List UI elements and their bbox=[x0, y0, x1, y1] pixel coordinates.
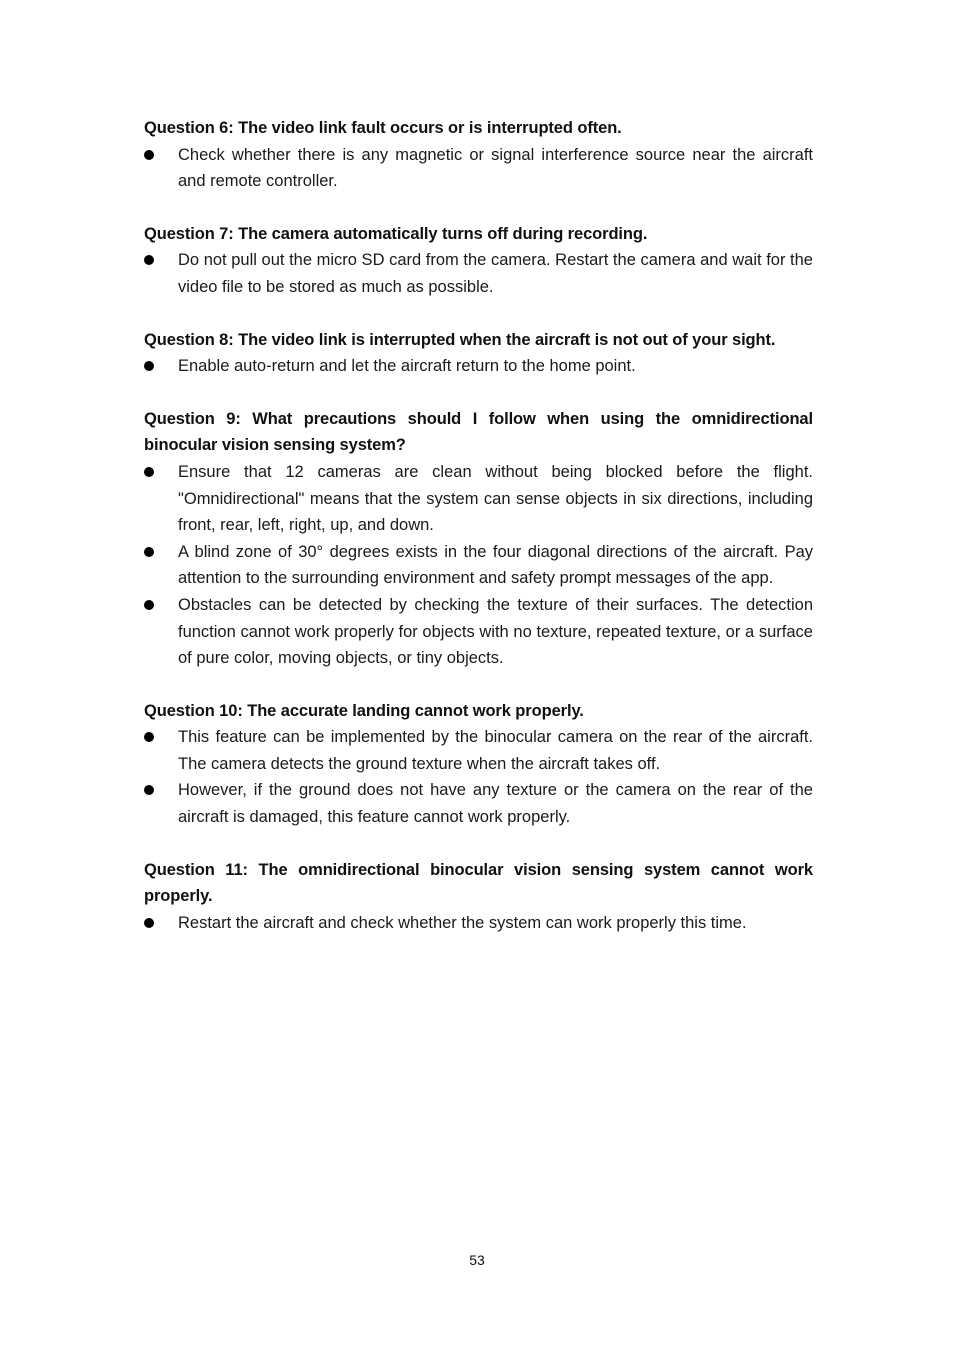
bullet-icon bbox=[144, 255, 154, 265]
answer-list bbox=[144, 353, 813, 380]
answer-text: Enable auto-return and let the aircraft return to the home point. bbox=[178, 357, 636, 376]
answer-item bbox=[144, 724, 813, 777]
document-body bbox=[144, 115, 813, 962]
answer-list bbox=[144, 459, 813, 672]
answer-text: Check whether there is any magnetic or signal interference source near the aircraft and remote controller. bbox=[178, 145, 813, 191]
answer-item bbox=[144, 910, 813, 937]
faq-question-7 bbox=[144, 221, 813, 301]
page-number: 53 bbox=[469, 1252, 485, 1268]
question-heading: Question 9: What precautions should I follow when using the omnidirectional binocular vision sensing system? bbox=[144, 409, 813, 455]
bullet-icon bbox=[144, 918, 154, 928]
answer-item bbox=[144, 353, 813, 380]
question-heading: Question 11: The omnidirectional binocular vision sensing system cannot work properly. bbox=[144, 860, 813, 906]
faq-question-11 bbox=[144, 857, 813, 937]
answer-list bbox=[144, 910, 813, 937]
answer-text: Restart the aircraft and check whether the system can work properly this time. bbox=[178, 913, 747, 932]
answer-item bbox=[144, 459, 813, 539]
faq-question-8 bbox=[144, 327, 813, 380]
answer-list bbox=[144, 247, 813, 300]
answer-text: A blind zone of 30° degrees exists in the four diagonal directions of the aircraft. Pay attention to the surrounding environment and safety prompt messages of the app. bbox=[178, 542, 813, 588]
answer-list bbox=[144, 142, 813, 195]
answer-text: Obstacles can be detected by checking the texture of their surfaces. The detection function cannot work properly for objects with no texture, repeated texture, or a surface of pure color, moving objects, or tiny objects. bbox=[178, 595, 813, 668]
answer-text: However, if the ground does not have any texture or the camera on the rear of the aircraft is damaged, this feature cannot work properly. bbox=[178, 781, 813, 827]
question-heading: Question 7: The camera automatically turns off during recording. bbox=[144, 224, 648, 243]
bullet-icon bbox=[144, 785, 154, 795]
bullet-icon bbox=[144, 150, 154, 160]
question-heading: Question 10: The accurate landing cannot work properly. bbox=[144, 701, 584, 720]
answer-text: Do not pull out the micro SD card from the camera. Restart the camera and wait for the video file to be stored as much as possible. bbox=[178, 251, 813, 296]
faq-question-9 bbox=[144, 406, 813, 672]
answer-item bbox=[144, 592, 813, 672]
bullet-icon bbox=[144, 732, 154, 742]
answer-text: Ensure that 12 cameras are clean without being blocked before the flight. "Omnidirectional" means that the system can sense objects in six directions, including front, rear, left, right, up, and down. bbox=[178, 462, 813, 535]
answer-item bbox=[144, 247, 813, 300]
question-heading: Question 8: The video link is interrupted when the aircraft is not out of your sight. bbox=[144, 330, 776, 349]
bullet-icon bbox=[144, 467, 154, 477]
faq-question-10 bbox=[144, 698, 813, 831]
answer-item bbox=[144, 539, 813, 592]
faq-question-6 bbox=[144, 115, 813, 195]
answer-item bbox=[144, 777, 813, 830]
answer-list bbox=[144, 724, 813, 830]
answer-item bbox=[144, 142, 813, 195]
question-heading: Question 6: The video link fault occurs or is interrupted often. bbox=[144, 119, 622, 137]
bullet-icon bbox=[144, 361, 154, 371]
answer-text: This feature can be implemented by the binocular camera on the rear of the aircraft. The camera detects the ground texture when the aircraft takes off. bbox=[178, 728, 813, 773]
bullet-icon bbox=[144, 547, 154, 557]
bullet-icon bbox=[144, 600, 154, 610]
